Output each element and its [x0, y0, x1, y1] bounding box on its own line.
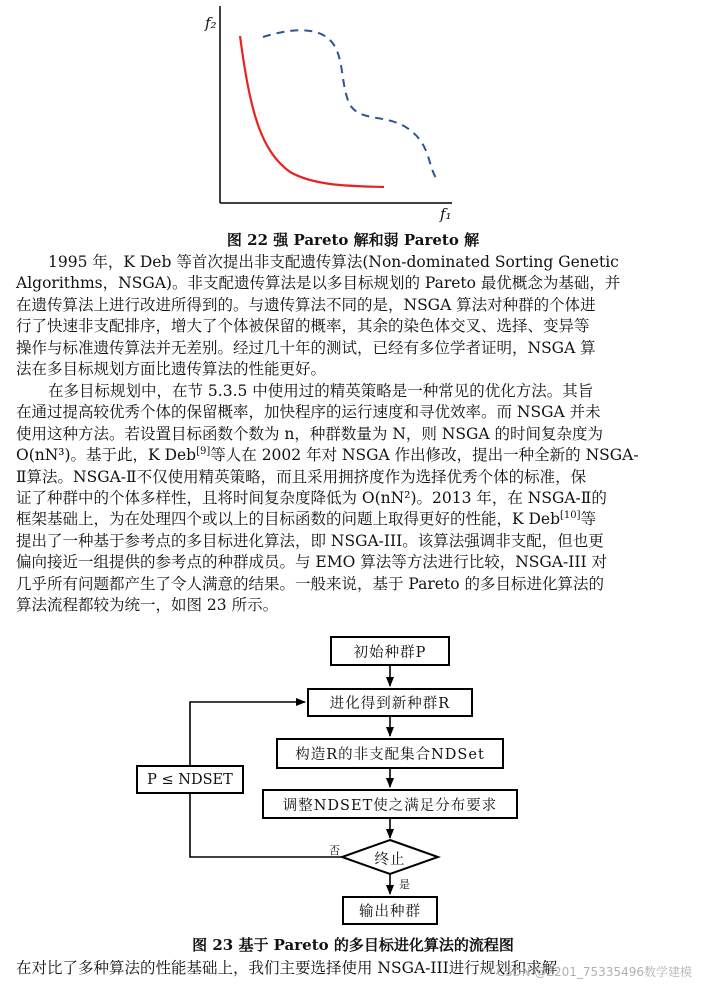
no-branch-label: 否: [329, 844, 340, 857]
para1-line3: 在遗传算法上进行改进所得到的。与遗传算法不同的是，NSGA 算法对种群的个体进: [16, 295, 596, 314]
para1-line1: 1995 年，K Deb 等首次提出非支配遗传算法(Non-dominated Sorting Genetic: [48, 253, 619, 271]
para2-line3: 使用这种方法。若设置目标函数个数为 n，种群数量为 N，则 NSGA 的时间复杂度为: [16, 424, 604, 443]
citation-10[interactable]: [10]: [560, 510, 581, 522]
para2-line10: 几乎所有问题都产生了令人满意的结果。一般来说，基于 Pareto 的多目标进化算法的: [16, 574, 604, 593]
para1-line2: Algorithms，NSGA)。非支配遗传算法是以多目标规划的 Pareto 最优概念为基础，并: [16, 274, 621, 293]
para2-line4a: O(nN³)。基于此，K Deb: [16, 446, 197, 465]
y-axis-label: f₂: [205, 14, 217, 32]
para2-line6: 证了种群中的个体多样性，且将时间复杂度降低为 O(nN²)。2013 年，在 NSGA-Ⅱ的: [16, 489, 607, 508]
para2-line2: 在通过提高较优秀个体的保留概率，加快程序的运行速度和寻优效率。而 NSGA 并未: [16, 403, 601, 422]
x-axis-label: f₁: [440, 205, 452, 223]
adjust-ndset-box: 调整NDSET使之满足分布要求: [262, 789, 518, 819]
para2-line5: Ⅱ算法。NSGA-Ⅱ不仅使用精英策略，而且采用拥挤度作为选择优秀个体的标准，保: [16, 467, 587, 486]
para1-line4: 行了快速非支配排序，增大了个体被保留的概率，其余的染色体交叉、选择、变异等: [16, 317, 590, 336]
para2-line9: 偏向接近一组提供的参考点的种群成员。与 EMO 算法等方法进行比较，NSGA-III 对: [16, 553, 608, 572]
init-population-box: 初始种群P: [330, 636, 450, 666]
para2-line4b: 等人在 2002 年对 NSGA 作出修改，提出一种全新的 NSGA-: [210, 446, 639, 465]
para2-line7a: 框架基础上，为在处理四个或以上的目标函数的问题上取得更好的性能，K Deb: [16, 510, 561, 529]
para2-line1: 在多目标规划中，在节 5.3.5 中使用过的精英策略是一种常见的优化方法。其旨: [48, 382, 594, 400]
watermark: CSDN @2201_75335496数学建模: [496, 965, 692, 979]
figure-22-caption: 图 22 强 Pareto 解和弱 Pareto 解: [226, 231, 480, 249]
para2-line11: 算法流程都较为统一，如图 23 所示。: [16, 596, 279, 615]
citation-9[interactable]: [9]: [196, 446, 211, 458]
yes-branch-label: 是: [399, 878, 410, 891]
footer-line: 在对比了多种算法的性能基础上，我们主要选择使用 NSGA-III进行规划和求解: [16, 959, 558, 977]
para1-line5: 操作与标准遗传算法并无差别。经过几十年的测试，已经有多位学者证明，NSGA 算: [16, 338, 596, 357]
construct-ndset-box: 构造R的非支配集合NDSet: [276, 738, 504, 769]
figure-23-caption: 图 23 基于 Pareto 的多目标进化算法的流程图: [192, 936, 514, 954]
para1-line6: 法在多目标规划方面比遗传算法的性能更好。: [16, 360, 327, 379]
para2-line7b: 等: [580, 510, 597, 529]
assign-ndset-box: P ≤ NDSET: [136, 765, 244, 794]
evolve-population-box: 进化得到新种群R: [307, 688, 473, 717]
para2-line8: 提出了一种基于参考点的多目标进化算法，即 NSGA-III。该算法强调非支配，但也更: [16, 531, 604, 550]
terminate-label: 终止: [374, 852, 406, 868]
output-population-box: 输出种群: [342, 896, 438, 925]
